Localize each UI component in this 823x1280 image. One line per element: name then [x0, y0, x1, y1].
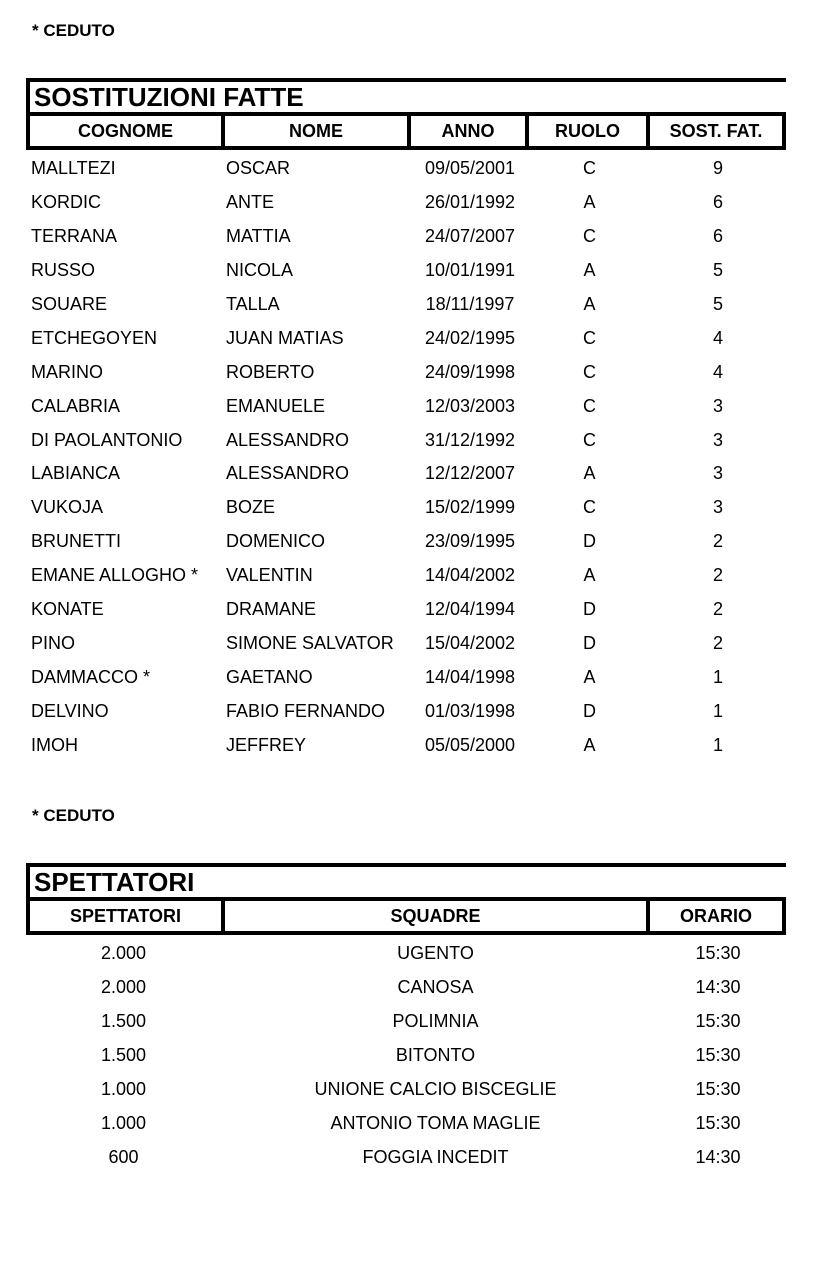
cell-spettatori: 2.000 [100, 943, 147, 964]
table-row [26, 491, 786, 525]
cell-nome: JUAN MATIAS [226, 327, 344, 348]
cell-squadre: ANTONIO TOMA MAGLIE [330, 1112, 541, 1133]
cell-ruolo: C [583, 226, 596, 247]
table-row [26, 1005, 786, 1039]
cell-anno: 18/11/1997 [425, 294, 515, 314]
cell-nome: TALLA [226, 294, 280, 314]
cell-sost-fat: 2 [712, 531, 723, 552]
cell-cognome: DELVINO [31, 700, 109, 721]
table-row [26, 220, 786, 254]
cell-cognome: BRUNETTI [31, 531, 121, 552]
cell-nome: DOMENICO [226, 531, 325, 552]
cell-anno: 14/04/2002 [424, 565, 516, 586]
cell-orario: 14:30 [695, 1146, 741, 1167]
cell-cognome: IMOH [31, 734, 78, 755]
header-squadre: SQUADRE [221, 901, 646, 931]
cell-cognome: ETCHEGOYEN [31, 327, 158, 348]
cell-anno: 12/03/2003 [424, 395, 516, 416]
table-row [26, 593, 786, 627]
cell-ruolo: D [583, 700, 596, 721]
cell-spettatori: 1.500 [100, 1011, 147, 1032]
cell-orario: 15:30 [695, 1045, 741, 1066]
cell-cognome: KONATE [31, 599, 104, 620]
cell-orario: 14:30 [695, 977, 741, 998]
cell-sost-fat: 4 [712, 327, 723, 348]
cell-cognome: PINO [31, 632, 76, 653]
cell-ruolo: D [583, 632, 596, 653]
cell-anno: 01/03/1998 [424, 700, 516, 721]
cell-anno: 12/12/2007 [424, 463, 516, 484]
cell-cognome: EMANE ALLOGHO * [31, 565, 199, 586]
cell-sost-fat: 1 [712, 734, 723, 755]
cell-sost-fat: 6 [712, 192, 723, 213]
cell-nome: FABIO FERNANDO [226, 700, 386, 721]
cell-nome: ROBERTO [226, 361, 315, 382]
table-row [26, 626, 786, 660]
table-row [26, 389, 786, 423]
cell-sost-fat: 9 [712, 158, 723, 179]
cell-squadre: BITONTO [395, 1045, 476, 1066]
cell-ruolo: D [583, 531, 596, 552]
cell-cognome: LABIANCA [31, 463, 121, 484]
cell-ruolo: D [583, 599, 596, 620]
ceduto-note-mid: * CEDUTO [32, 806, 115, 825]
cell-spettatori: 1.500 [100, 1045, 147, 1066]
cell-anno: 09/05/2001 [424, 158, 516, 179]
table-row [26, 288, 786, 322]
table-row [26, 694, 786, 728]
cell-ruolo: A [583, 734, 596, 755]
ceduto-note-top: * CEDUTO [32, 21, 115, 40]
sostituzioni-header-row [26, 112, 786, 150]
cell-anno: 23/09/1995 [424, 531, 516, 552]
cell-ruolo: A [583, 192, 596, 213]
cell-spettatori: 600 [108, 1146, 139, 1167]
cell-spettatori: 1.000 [100, 1112, 147, 1133]
table-row [26, 457, 786, 491]
cell-spettatori: 2.000 [100, 977, 147, 998]
cell-sost-fat: 2 [712, 599, 723, 620]
cell-ruolo: C [583, 327, 596, 348]
header-nome: NOME [221, 116, 407, 146]
cell-sost-fat: 3 [712, 395, 723, 416]
table-row [26, 1140, 786, 1174]
cell-cognome: CALABRIA [31, 395, 121, 416]
table-row [26, 559, 786, 593]
cell-cognome: KORDIC [31, 192, 102, 213]
cell-squadre: UNIONE CALCIO BISCEGLIE [314, 1079, 557, 1099]
spettatori-body [26, 935, 786, 1174]
cell-anno: 24/02/1995 [424, 327, 516, 348]
cell-anno: 15/04/2002 [424, 632, 516, 653]
cell-nome: ANTE [226, 192, 275, 213]
cell-anno: 12/04/1994 [424, 599, 516, 620]
cell-squadre: POLIMNIA [392, 1011, 479, 1032]
cell-orario: 15:30 [695, 1079, 741, 1099]
table-row [26, 321, 786, 355]
cell-ruolo: C [583, 429, 596, 450]
cell-nome: NICOLA [226, 260, 294, 281]
cell-anno: 24/07/2007 [424, 226, 516, 247]
cell-nome: ALESSANDRO [226, 463, 350, 484]
cell-cognome: MARINO [31, 361, 103, 382]
cell-cognome: TERRANA [31, 226, 118, 247]
cell-ruolo: A [583, 463, 596, 484]
table-row [26, 1039, 786, 1073]
cell-anno: 05/05/2000 [424, 734, 516, 755]
cell-orario: 15:30 [695, 1112, 741, 1133]
cell-nome: ALESSANDRO [226, 429, 350, 450]
cell-anno: 15/02/1999 [424, 497, 516, 518]
cell-sost-fat: 2 [712, 565, 723, 586]
table-row [26, 971, 786, 1005]
cell-sost-fat: 5 [712, 294, 723, 314]
cell-squadre: CANOSA [397, 977, 474, 998]
cell-nome: DRAMANE [226, 599, 317, 620]
cell-sost-fat: 3 [712, 429, 723, 450]
cell-nome: JEFFREY [226, 734, 307, 755]
table-row [26, 1073, 786, 1107]
cell-ruolo: A [583, 260, 596, 281]
cell-ruolo: A [583, 294, 596, 314]
table-row [26, 525, 786, 559]
table-row [26, 355, 786, 389]
header-anno: ANNO [407, 116, 525, 146]
cell-ruolo: C [583, 158, 596, 179]
header-orario: ORARIO [646, 901, 782, 931]
cell-anno: 26/01/1992 [424, 192, 516, 213]
header-cognome: COGNOME [77, 120, 173, 141]
cell-sost-fat: 5 [712, 260, 723, 281]
table-row [26, 728, 786, 762]
cell-anno: 24/09/1998 [424, 361, 516, 382]
cell-anno: 10/01/1991 [424, 260, 516, 281]
cell-sost-fat: 3 [712, 463, 723, 484]
cell-cognome: MALLTEZI [31, 158, 116, 179]
spettatori-header-row [26, 897, 786, 935]
sostituzioni-section [26, 78, 786, 762]
cell-cognome: RUSSO [31, 260, 96, 281]
cell-sost-fat: 3 [712, 497, 723, 518]
header-spettatori: SPETTATORI [69, 905, 181, 926]
cell-nome: EMANUELE [226, 395, 326, 416]
table-row [26, 423, 786, 457]
cell-cognome: SOUARE [31, 294, 108, 314]
table-row [26, 186, 786, 220]
table-row [26, 660, 786, 694]
cell-ruolo: A [583, 666, 596, 687]
cell-nome: VALENTIN [226, 565, 313, 586]
spettatori-title: SPETTATORI [26, 863, 786, 897]
cell-nome: MATTIA [226, 226, 291, 247]
table-row [26, 152, 786, 186]
cell-nome: OSCAR [226, 158, 291, 179]
cell-ruolo: C [583, 361, 596, 382]
cell-sost-fat: 1 [712, 700, 723, 721]
cell-anno: 31/12/1992 [424, 429, 516, 450]
sostituzioni-title: SOSTITUZIONI FATTE [26, 78, 786, 112]
cell-nome: BOZE [226, 497, 276, 518]
cell-ruolo: C [583, 395, 596, 416]
cell-cognome: DAMMACCO * [31, 666, 151, 687]
header-ruolo: RUOLO [525, 116, 646, 146]
cell-sost-fat: 4 [712, 361, 723, 382]
sostituzioni-body [26, 150, 786, 762]
spettatori-section [26, 863, 786, 1174]
header-sost-fat: SOST. FAT. [646, 116, 782, 146]
cell-squadre: UGENTO [397, 943, 474, 964]
cell-sost-fat: 2 [712, 632, 723, 653]
table-row [26, 254, 786, 288]
cell-orario: 15:30 [695, 1011, 741, 1032]
cell-nome: SIMONE SALVATOR [226, 632, 394, 653]
cell-squadre: FOGGIA INCEDIT [362, 1146, 509, 1167]
cell-sost-fat: 1 [712, 666, 723, 687]
cell-cognome: VUKOJA [31, 497, 104, 518]
cell-ruolo: A [583, 565, 596, 586]
cell-nome: GAETANO [226, 666, 313, 687]
table-row [26, 1106, 786, 1140]
cell-spettatori: 1.000 [100, 1079, 147, 1099]
cell-ruolo: C [583, 497, 596, 518]
cell-orario: 15:30 [695, 943, 741, 964]
table-row [26, 937, 786, 971]
cell-anno: 14/04/1998 [424, 666, 516, 687]
cell-cognome: DI PAOLANTONIO [31, 429, 183, 450]
cell-sost-fat: 6 [712, 226, 723, 247]
